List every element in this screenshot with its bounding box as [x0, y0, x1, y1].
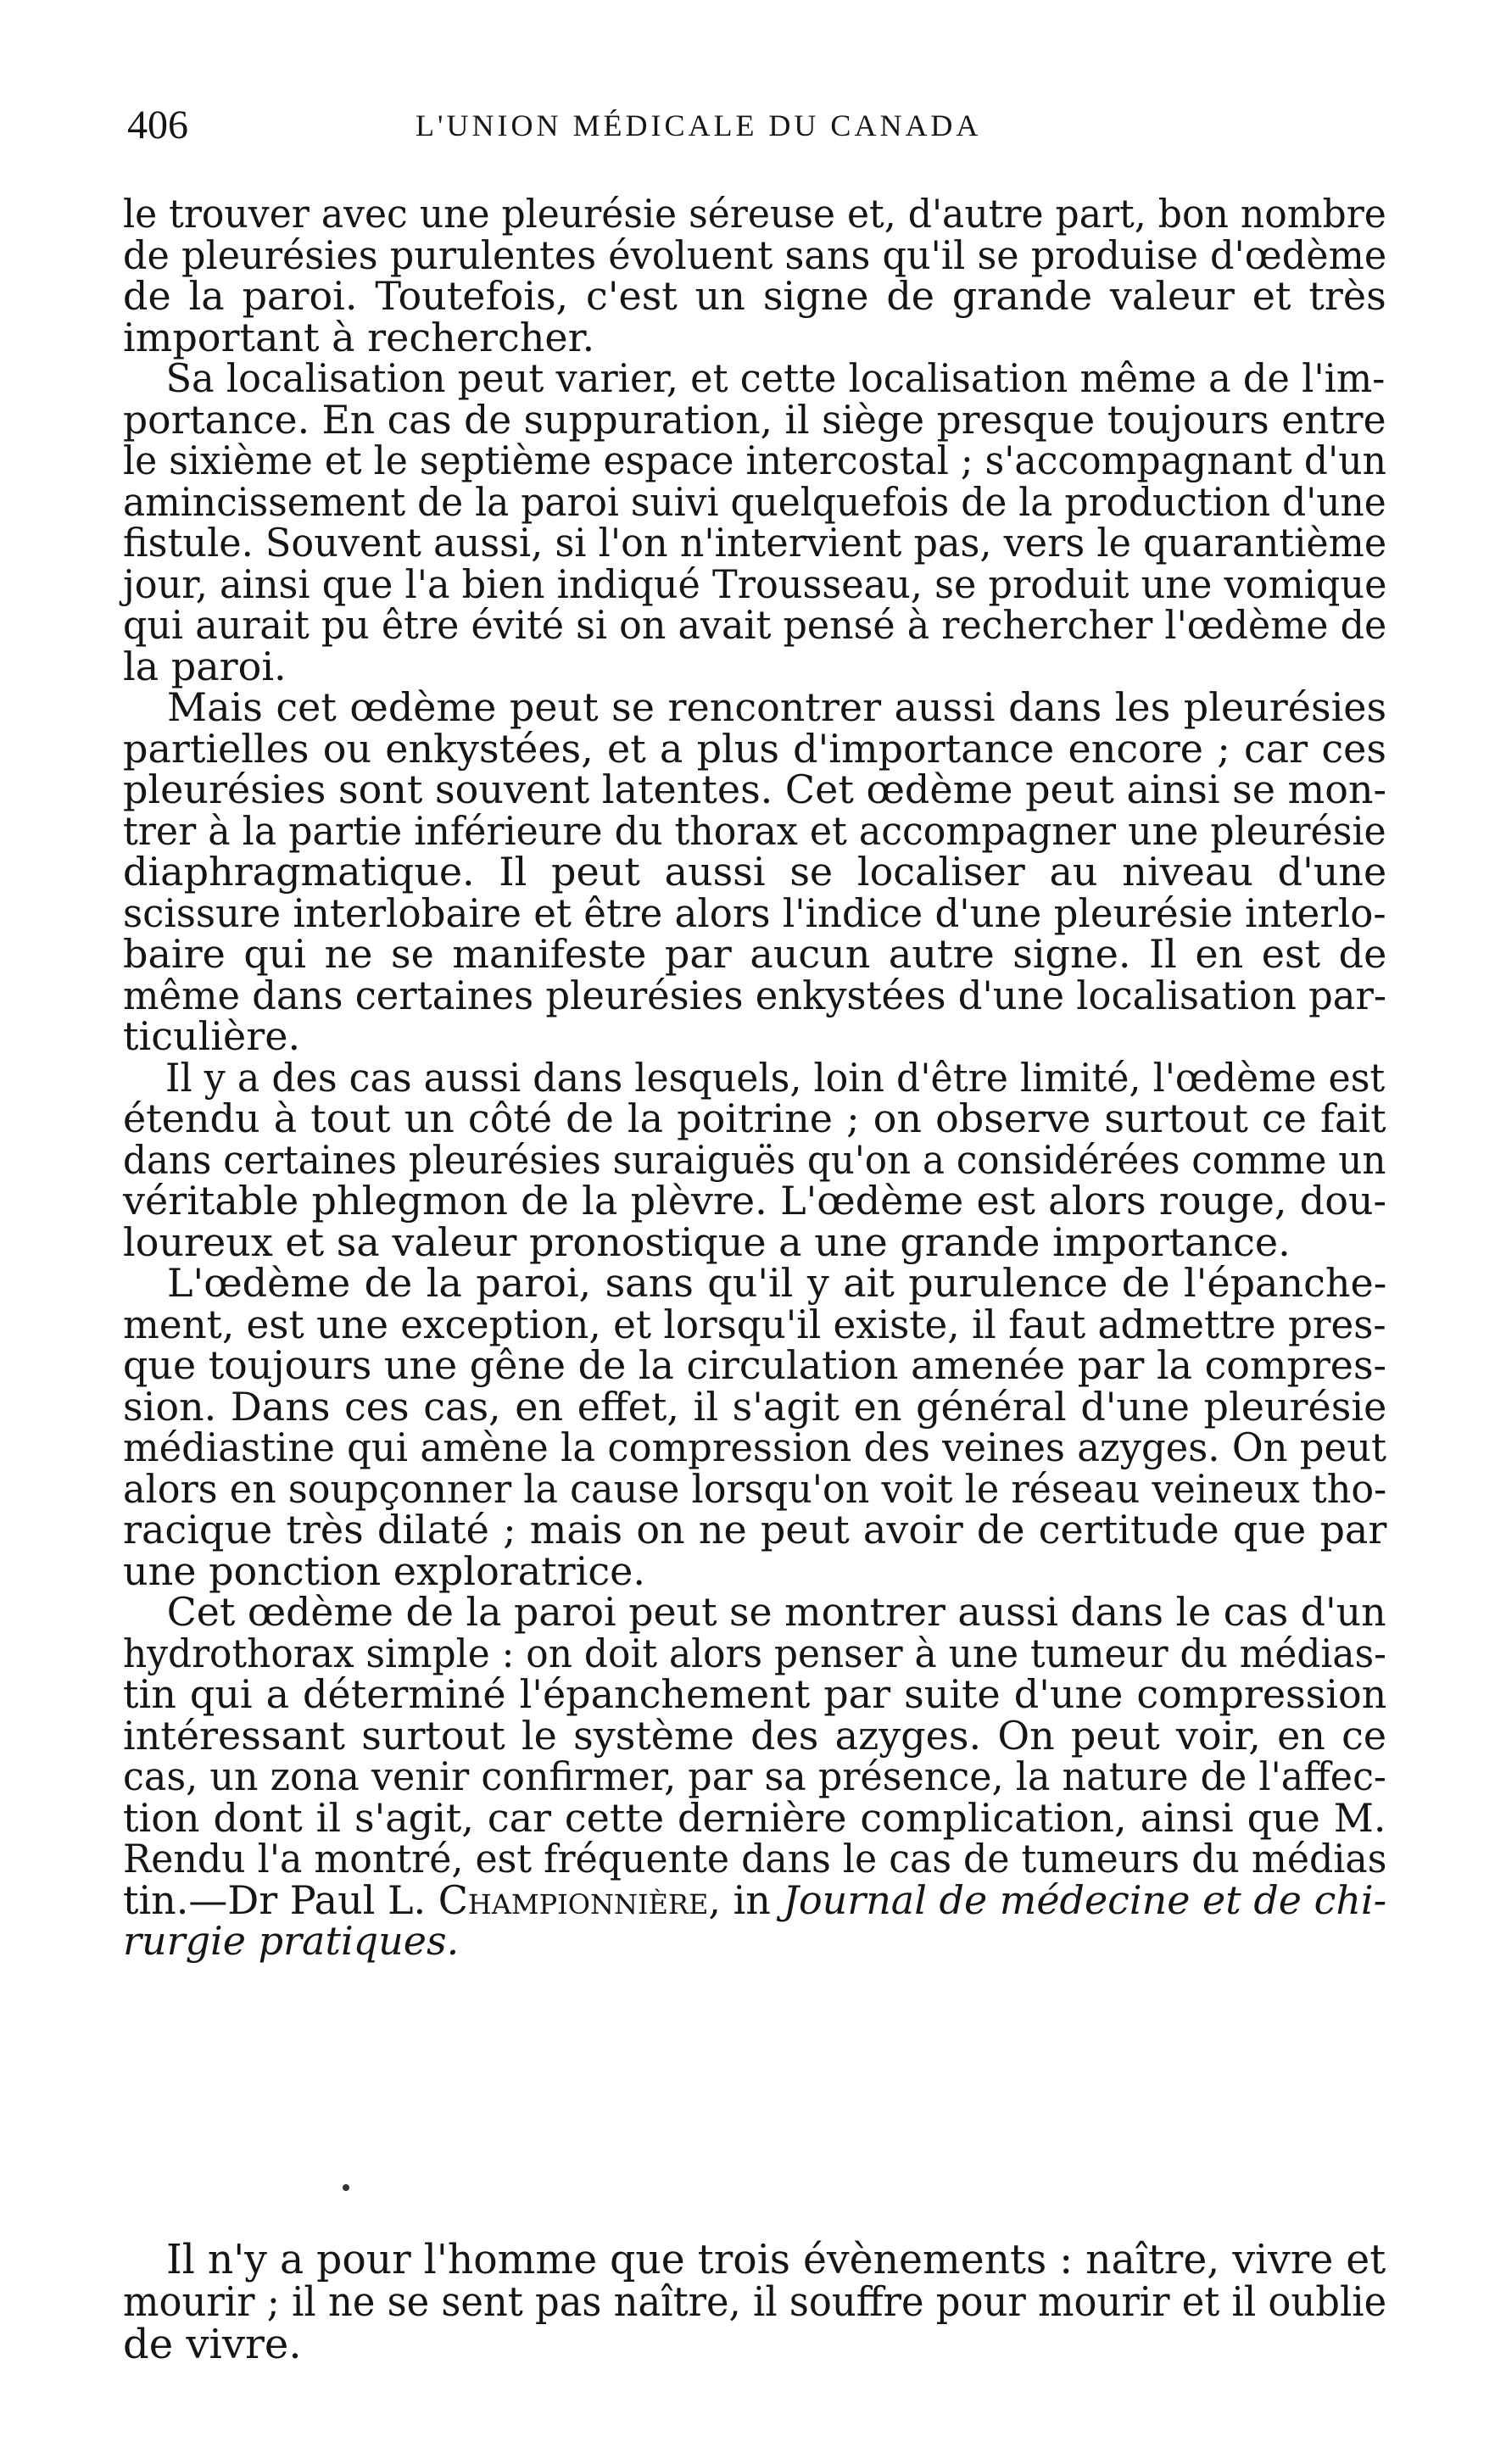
text-line: baire qui ne se manifeste par aucun autre signe. Il en est de	[123, 931, 1387, 977]
article-body	[123, 193, 1386, 1962]
text-line: véritable phlegmon de la plèvre. L'œdème est alors rouge, dou-	[123, 1178, 1387, 1224]
text-line: Il n'y a pour l'homme que trois évènements : naître, vivre et	[166, 2236, 1386, 2283]
text-line: la paroi.	[123, 643, 287, 689]
citation-journal: Journal de médecine et de chi-	[783, 1876, 1387, 1923]
text-line: une ponction exploratrice.	[123, 1547, 645, 1594]
text-line: jour, ainsi que l'a bien indiqué Trousseau, se produit une vomique	[123, 560, 1387, 607]
citation-prefix: tin.—Dr Paul L.	[123, 1876, 438, 1923]
text-line: partielles ou enkystées, et a plus d'importance encore ; car ces	[123, 725, 1386, 772]
section-separator	[343, 2184, 349, 2191]
text-line: le sixième et le septième espace intercostal ; s'accompagnant d'un	[123, 438, 1387, 483]
text-line: tin qui a déterminé l'épanchement par suite d'une compression	[123, 1671, 1387, 1717]
text-line: Rendu l'a montré, est fréquente dans le cas de tumeurs du médias	[123, 1836, 1387, 1881]
text-line: de la paroi. Toutefois, c'est un signe de grande valeur et très	[123, 273, 1386, 319]
text-line: racique très dilaté ; mais on ne peut avoir de certitude que par	[123, 1507, 1387, 1553]
maxim-quote	[123, 2238, 1386, 2366]
paragraph-2	[123, 355, 1387, 689]
text-line: important à rechercher.	[123, 314, 595, 360]
text-line: qui aurait pu être évité si on avait pensé à rechercher l'œdème de	[123, 602, 1387, 648]
text-line: amincissement de la paroi suivi quelquefois de la production d'une	[123, 478, 1386, 525]
text-line: portance. En cas de suppuration, il siège presque toujours entre	[123, 396, 1386, 443]
running-head	[127, 100, 1425, 151]
text-line: diaphragmatique. Il peut aussi se localiser au niveau d'une	[123, 849, 1387, 895]
page-number: 406	[127, 103, 188, 148]
text-line: loureux et sa valeur pronostique a une grande importance.	[123, 1218, 1291, 1265]
text-line: tion dont il s'agit, car cette dernière complication, ainsi que M.	[123, 1794, 1386, 1841]
text-line: alors en soupçonner la cause lorsqu'on voit le réseau veineux tho-	[123, 1465, 1387, 1512]
text-line: Cet œdème de la paroi peut se montrer aussi dans le cas d'un	[166, 1589, 1386, 1635]
text-line: étendu à tout un côté de la poitrine ; on observe surtout ce fait	[123, 1095, 1386, 1141]
paragraph-1	[123, 193, 1386, 358]
text-line: hydrothorax simple : on doit alors penser à une tumeur du médias-	[123, 1630, 1386, 1676]
text-line: ment, est une exception, et lorsqu'il existe, il faut admettre pres-	[123, 1301, 1386, 1347]
text-line: mourir ; il ne se sent pas naître, il souffre pour mourir et il oublie	[123, 2278, 1387, 2326]
text-line: Sa localisation peut varier, et cette localisation même a de l'im-	[165, 355, 1386, 401]
text-line: cas, un zona venir confirmer, par sa présence, la nature de l'affec-	[123, 1753, 1386, 1799]
text-line: dans certaines pleurésies suraiguës qu'on a considérées comme un	[123, 1136, 1386, 1183]
paragraph-5	[123, 1260, 1387, 1594]
text-line: fistule. Souvent aussi, si l'on n'intervient pas, vers le quarantième	[123, 520, 1387, 566]
text-line: Il y a des cas aussi dans lesquels, loin d'être limité, l'œdème est	[165, 1054, 1386, 1101]
text-line: de vivre.	[123, 2321, 302, 2368]
journal-title: L'UNION MÉDICALE DU CANADA	[416, 109, 982, 142]
text-line: médiastine qui amène la compression des veines azyges. On peut	[123, 1424, 1387, 1470]
text-line: Mais cet œdème peut se rencontrer aussi dans les pleurésies	[167, 684, 1387, 730]
text-line: de pleurésies purulentes évoluent sans qu'il se produise d'œdème	[123, 231, 1387, 278]
citation-line	[123, 1876, 1387, 1923]
text-line: même dans certaines pleurésies enkystées d'une localisation par-	[123, 972, 1387, 1018]
paragraph-3	[123, 684, 1387, 1059]
text-line: intéressant surtout le système des azyges. On peut voir, en ce	[123, 1712, 1387, 1759]
text-line: scissure interlobaire et être alors l'indice d'une pleurésie interlo-	[123, 889, 1386, 936]
text-line: L'œdème de la paroi, sans qu'il y ait purulence de l'épanche-	[167, 1260, 1387, 1306]
text-line: le trouver avec une pleurésie séreuse et, d'autre part, bon nombre	[123, 191, 1386, 237]
maxim-paragraph	[123, 2238, 1386, 2366]
text-line: ticulière.	[123, 1013, 301, 1059]
text-line: trer à la partie inférieure du thorax et accompagner une pleurésie	[123, 807, 1386, 854]
paragraph-4	[123, 1054, 1387, 1265]
citation-connector: , in	[708, 1876, 784, 1923]
citation-author: Championnière	[438, 1876, 709, 1923]
text-line: sion. Dans ces cas, en effet, il s'agit en général d'une pleurésie	[123, 1383, 1387, 1430]
paragraph-6	[123, 1589, 1387, 1964]
citation-journal-continued: rurgie pratiques.	[123, 1918, 460, 1964]
text-line: pleurésies sont souvent latentes. Cet œdème peut ainsi se mon-	[123, 767, 1387, 812]
text-line: que toujours une gêne de la circulation amenée par la compres-	[123, 1342, 1387, 1388]
